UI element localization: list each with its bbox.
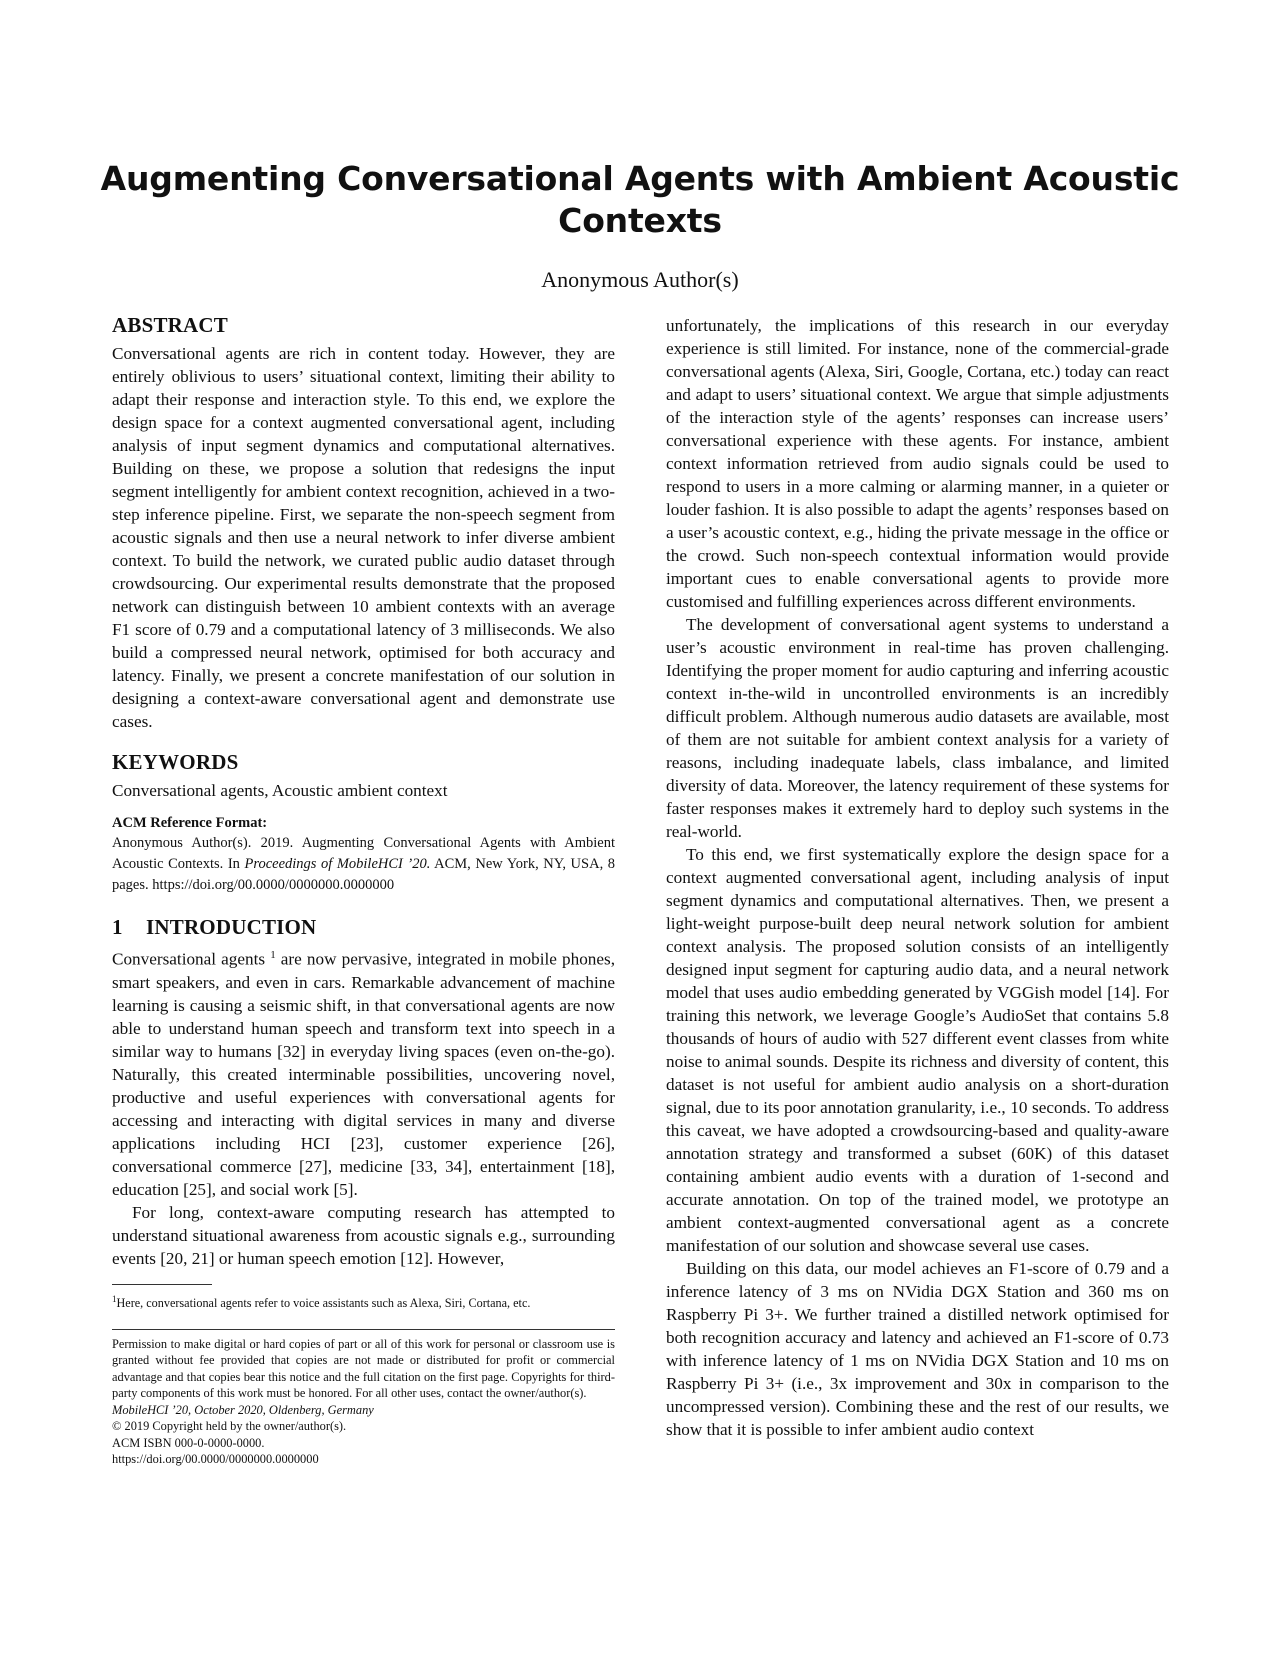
acm-reference-before: Anonymous Author(s). 2019. Augmenting Conversational Agents with Ambient Acoustic Contexts. In <box>112 835 615 872</box>
intro-paragraph-4: The development of conversational agent systems to understand a user’s acoustic environment in real-time has proven challenging. Identifying the proper moment for audio capturing and inferring acoustic context in-the-wild in uncontrolled environments is an incredibly difficult problem. Although numerous audio datasets are available, most of them are not suitable for ambient context analysis for a variety of reasons, including inadequate labels, class imbalance, and limited diversity of data. Moreover, the latency requirement of these systems for faster responses makes it extremely hard to deploy such systems in the real-world. <box>666 615 1169 841</box>
conference-line: MobileHCI ’20, October 2020, Oldenberg, Germany <box>112 1402 374 1417</box>
footnote-divider <box>112 1284 212 1285</box>
intro-paragraph-3: unfortunately, the implications of this research in our everyday experience is still limited. For instance, none of the commercial-grade conversational agents (Alexa, Siri, Google, Cortana, etc.) today can react and adapt to users’ situational context. We argue that simple adjustments of the interaction style of the agents’ responses can increase users’ conversational experience with these agents. For instance, ambient context information retrieved from audio signals could be used to respond to users in a more calming or alarming manner, in a quieter or louder fashion. It is also possible to adapt the agents’ responses based on a user’s acoustic context, e.g., hiding the private message in the office or the crowd. Such non-speech contextual information would provide important cues to enable conversational agents to provide more customised and fulfilling experiences across different environments. <box>666 316 1169 611</box>
footnote <box>112 1291 615 1311</box>
footnote-number: 1 <box>112 1293 117 1304</box>
permission-divider <box>112 1329 615 1330</box>
intro-paragraph-6: Building on this data, our model achieves an F1-score of 0.79 and a inference latency of 3 ms on NVidia DGX Station and 360 ms on Raspberry Pi 3+. We further trained a distilled network optimised for both recognition accuracy and latency and achieved an F1-score of 0.73 with inference latency of 1 ms on NVidia DGX Station and 10 ms on Raspberry Pi 3+ (i.e., 3x improvement and 30x in comparison to the uncompressed version). Combining these and the rest of our results, we show that it is possible to infer ambient audio context <box>666 1259 1169 1439</box>
intro-p1-start: Conversational agents <box>112 949 266 969</box>
acm-reference-venue: Proceedings of MobileHCI ’20. <box>244 856 431 872</box>
acm-reference-text <box>112 833 615 896</box>
introduction-heading <box>112 914 615 940</box>
right-column <box>666 314 1169 1441</box>
left-column <box>112 312 615 1468</box>
permission-block <box>112 1336 615 1468</box>
paper-title: Augmenting Conversational Agents with Ambient Acoustic Contexts <box>100 159 1180 240</box>
footnote-mark: 1 <box>270 949 276 961</box>
keywords-heading: KEYWORDS <box>112 750 239 774</box>
intro-p1-rest: are now pervasive, integrated in mobile phones, smart speakers, and even in cars. Remarkable advancement of machine learning is causing a seismic shift, in that conversational agents are now able to understand human speech and transform text into speech in a similar way to humans [32] in everyday living spaces (even on-the-go). Naturally, this created interminable possibilities, uncovering novel, productive and useful experiences with conversational agents for accessing and interacting with digital services in many and diverse applications including HCI [23], customer experience [26], conversational commerce [27], medicine [33, 34], entertainment [18], education [25], and social work [5]. <box>112 949 615 1199</box>
copyright-line: © 2019 Copyright held by the owner/author(s). <box>112 1419 347 1434</box>
intro-paragraph-2: For long, context-aware computing research has attempted to understand situational awareness from acoustic signals e.g., surrounding events [20, 21] or human speech emotion [12]. However, <box>112 1202 615 1268</box>
abstract-heading: ABSTRACT <box>112 313 228 337</box>
section-number: 1 <box>112 915 123 939</box>
acm-reference-heading: ACM Reference Format: <box>112 815 268 831</box>
keywords-text: Conversational agents, Acoustic ambient context <box>112 781 448 800</box>
doi-line: https://doi.org/00.0000/0000000.0000000 <box>112 1452 319 1467</box>
footnote-text: Here, conversational agents refer to voice assistants such as Alexa, Siri, Cortana, etc. <box>116 1295 531 1310</box>
section-title: INTRODUCTION <box>146 915 317 939</box>
paper-authors: Anonymous Author(s) <box>541 267 739 292</box>
intro-paragraph-1 <box>112 944 615 1201</box>
permission-text: Permission to make digital or hard copies of part or all of this work for personal or classroom use is granted without fee provided that copies are not made or distributed for profit or commercial advantage and that copies bear this notice and the full citation on the first page. Copyrights for third-party components of this work must be honored. For all other uses, contact the owner/author(s). <box>112 1336 615 1401</box>
isbn-line: ACM ISBN 000-0-0000-0000. <box>112 1435 265 1450</box>
acm-reference-after: ACM, New York, NY, USA, 8 pages. https://doi.org/00.0000/0000000.0000000 <box>112 856 615 893</box>
abstract-text: Conversational agents are rich in content today. However, they are entirely oblivious to users’ situational context, limiting their ability to adapt their response and interaction style. To this end, we explore the design space for a context augmented conversational agent, including analysis of input segment dynamics and computational alternatives. Building on these, we propose a solution that redesigns the input segment intelligently for ambient context recognition, achieved in a two-step inference pipeline. First, we separate the non-speech segment from acoustic signals and then use a neural network to infer diverse ambient context. To build the network, we curated public audio dataset through crowdsourcing. Our experimental results demonstrate that the proposed network can distinguish between 10 ambient contexts with an average F1 score of 0.79 and a computational latency of 3 milliseconds. We also build a compressed neural network, optimised for both accuracy and latency. Finally, we present a concrete manifestation of our solution in designing a context-aware conversational agent and demonstrate use cases. <box>112 344 615 731</box>
intro-paragraph-5: To this end, we first systematically explore the design space for a context augmented conversational agent, including analysis of input segment dynamics and computational alternatives. Then, we present a light-weight purpose-built deep neural network solution for ambient context analysis. The proposed solution consists of an intelligently designed input segment for capturing audio data, and a neural network model that uses audio embedding generated by VGGish model [14]. For training this network, we leverage Google’s AudioSet that contains 5.8 thousands of hours of audio with 527 different event classes from white noise to animal sounds. Despite its richness and diversity of content, this dataset is not useful for ambient audio analysis on a short-duration signal, due to its poor annotation granularity, i.e., 10 seconds. To address this caveat, we have adopted a crowdsourcing-based and quality-aware annotation strategy and transformed a subset (60K) of this dataset containing ambient audio events with a duration of 1-second and accurate annotation. On top of the trained model, we prototype an ambient context-augmented conversational agent as a concrete manifestation of our solution and showcase several use cases. <box>666 845 1169 1255</box>
